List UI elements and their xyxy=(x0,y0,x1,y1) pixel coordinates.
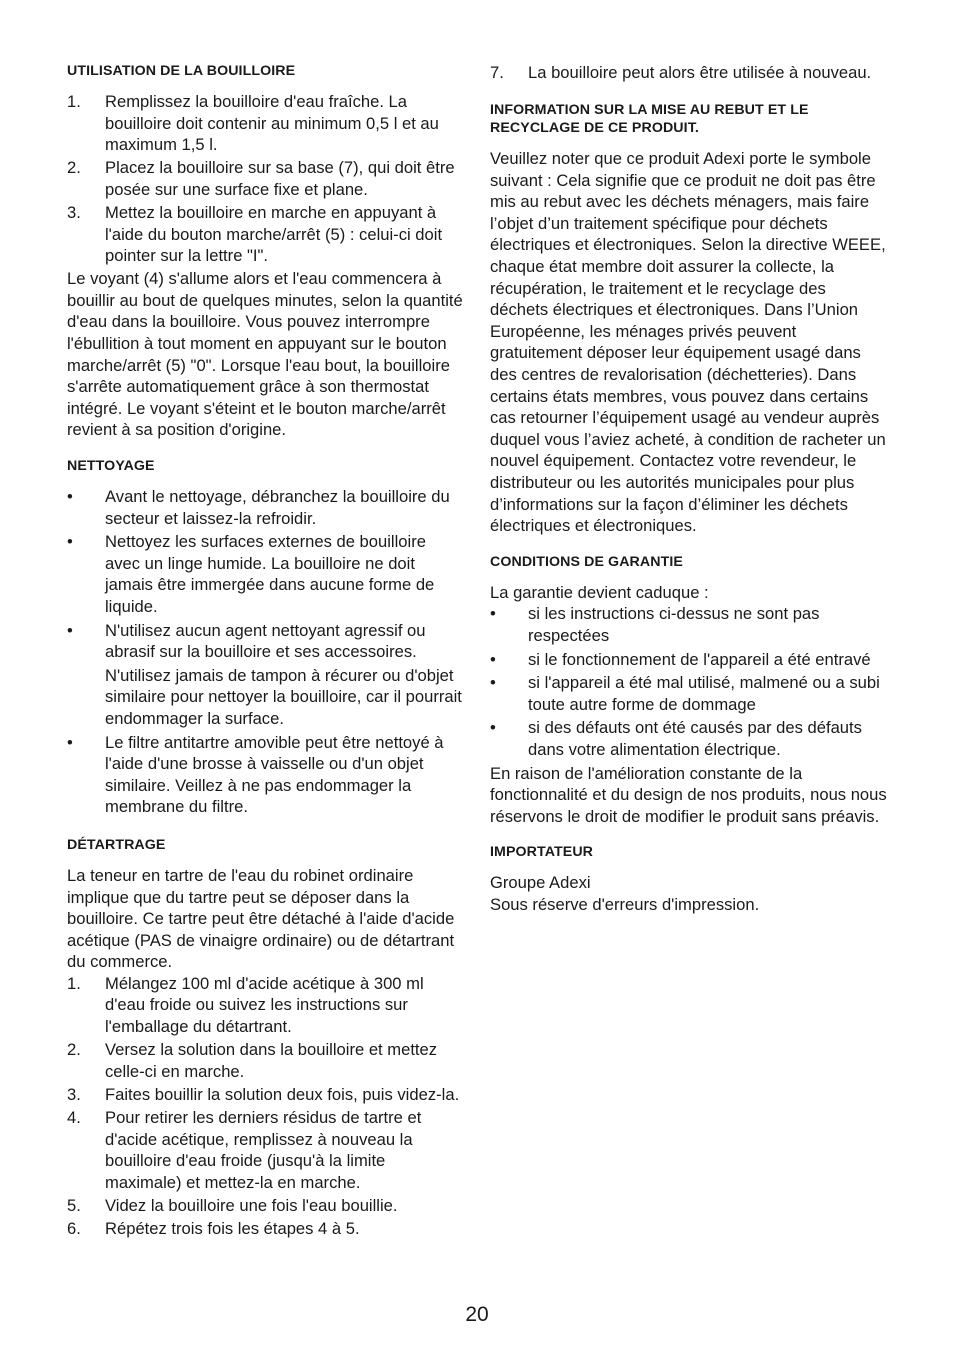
item-number: 5. xyxy=(67,1195,81,1215)
heading-recyclage: INFORMATION SUR LA MISE AU REBUT ET LE RECYCLAGE DE CE PRODUIT. xyxy=(490,102,809,137)
list-item xyxy=(490,62,888,84)
section-utilisation xyxy=(67,62,463,441)
item-text: Placez la bouilloire sur sa base (7), qui doit être posée sur une surface fixe et plane. xyxy=(105,158,455,199)
bullet-item xyxy=(67,486,463,529)
item-number: 4. xyxy=(67,1107,81,1127)
item-text: Faites bouillir la solution deux fois, puis videz-la. xyxy=(105,1084,460,1104)
heading-importateur: IMPORTATEUR xyxy=(490,844,594,861)
disclaimer: Sous réserve d'erreurs d'impression. xyxy=(490,894,760,914)
item-number: 2. xyxy=(67,158,81,178)
left-column xyxy=(67,62,463,1241)
item-text: Pour retirer les derniers résidus de tartre et d'acide acétique, remplissez à nouveau la bouilloire d'eau froide (jusqu'à la limite maximale) et mettez-la en marche. xyxy=(105,1107,422,1192)
heading-nettoyage: NETTOYAGE xyxy=(67,458,155,474)
bullet-item xyxy=(67,732,463,818)
bullet-text: Nettoyez les surfaces externes de bouilloire avec un linge humide. La bouilloire ne doit jamais être immergée dans aucune forme de liquide. xyxy=(105,532,435,616)
section-nettoyage xyxy=(67,457,463,818)
list-item xyxy=(67,1084,463,1106)
list-item xyxy=(67,1107,463,1193)
item-number: 1. xyxy=(67,92,81,111)
item-number: 7. xyxy=(490,63,504,82)
bullet-item xyxy=(490,649,888,671)
list-item xyxy=(67,202,463,267)
bullet-text: si le fonctionnement de l'appareil a été entravé xyxy=(528,649,871,669)
item-text: Remplissez la bouilloire d'eau fraîche. La bouilloire doit contenir au minimum 0,5 l et au maximum 1,5 l. xyxy=(105,92,439,155)
list-item xyxy=(67,1195,463,1217)
bullet-item xyxy=(490,603,888,646)
bullet-item xyxy=(67,620,463,730)
paragraph: En raison de l'amélioration constante de la fonctionnalité et du design de nos produits, nous nous réservons le droit de modifier le produit sans préavis. xyxy=(490,763,887,826)
item-number: 3. xyxy=(67,202,81,222)
item-number: 3. xyxy=(67,1084,81,1104)
bullet-text: si l'appareil a été mal utilisé, malmené ou a subi toute autre forme de dommage xyxy=(528,673,880,714)
bullet-text-extra: N'utilisez jamais de tampon à récurer ou d'objet similaire pour nettoyer la bouilloire, car il pourrait endommager la surface. xyxy=(105,665,462,728)
paragraph: La teneur en tartre de l'eau du robinet ordinaire implique que du tartre peut se déposer dans la bouilloire. Ce tartre peut être détaché à l'aide d'acide acétique (PAS de vinaigre ordinaire) ou de détartrant du commerce. xyxy=(67,865,455,972)
bullet-icon: • xyxy=(490,649,496,669)
bullet-icon: • xyxy=(67,487,73,506)
bullet-icon: • xyxy=(490,604,496,624)
bullet-item xyxy=(67,531,463,617)
item-text: La bouilloire peut alors être utilisée à nouveau. xyxy=(528,63,872,82)
bullet-text-group xyxy=(105,620,463,730)
bullet-icon: • xyxy=(490,673,496,693)
item-number: 1. xyxy=(67,973,81,993)
item-text: Mettez la bouilloire en marche en appuyant à l'aide du bouton marche/arrêt (5) : celui-ci doit pointer sur la lettre "I". xyxy=(105,202,443,266)
heading-detartrage: DÉTARTRAGE xyxy=(67,836,166,853)
item-text: Videz la bouilloire une fois l'eau bouillie. xyxy=(105,1195,398,1215)
section-importateur xyxy=(490,843,888,915)
item-number: 6. xyxy=(67,1218,81,1238)
list-item xyxy=(67,1218,463,1240)
bullet-icon: • xyxy=(67,732,73,752)
item-text: Versez la solution dans la bouilloire et mettez celle-ci en marche. xyxy=(105,1040,438,1081)
bullet-icon: • xyxy=(67,620,73,640)
heading-utilisation: UTILISATION DE LA BOUILLOIRE xyxy=(67,63,296,79)
bullet-icon: • xyxy=(490,718,496,738)
bullet-icon: • xyxy=(67,532,73,552)
bullet-item xyxy=(490,717,888,760)
paragraph: La garantie devient caduque : xyxy=(490,582,709,602)
heading-garantie: CONDITIONS DE GARANTIE xyxy=(490,553,683,570)
paragraph: Le voyant (4) s'allume alors et l'eau commencera à bouillir au bout de quelques minutes, selon la quantité d'eau dans la bouilloire. Vous pouvez interrompre l'ébullition à tout moment en appuyant sur le bouton marche/arrêt (5) "0". Lorsque l'eau bout, la bouilloire s'arrête automatiquement grâce à son thermostat intégré. Le voyant s'éteint et le bouton marche/arrêt revient à sa position d'origine. xyxy=(67,269,463,440)
item-number: 2. xyxy=(67,1040,81,1060)
bullet-text: si des défauts ont été causés par des défauts dans votre alimentation électrique. xyxy=(528,718,862,759)
bullet-text: Avant le nettoyage, débranchez la bouilloire du secteur et laissez-la refroidir. xyxy=(105,487,450,528)
list-item xyxy=(67,157,463,200)
list-item xyxy=(67,91,463,156)
section-recyclage xyxy=(490,101,888,537)
paragraph: Veuillez noter que ce produit Adexi porte le symbole suivant : Cela signifie que ce produit ne doit pas être mis au rebut avec les déchets ménagers, mais faire l’objet d’un traitement spécifique pour déchets électriques et électroniques. Selon la directive WEEE, chaque état membre doit assurer la collecte, la récupération, le traitement et le recyclage des déchets électriques et électroniques. Dans l’Union Européenne, les ménages privés peuvent gratuitement déposer leur équipement usagé dans des centres de revalorisation (déchetteries). Dans certains états membres, vous pouvez dans certains cas retourner l’équipement usagé au vendeur auprès duquel vous l’aviez acheté, à condition de racheter un nouvel équipement. Contactez votre revendeur, le distributeur ou les autorités municipales pour plus d’informations sur la façon d’éliminer les déchets électriques et électroniques. xyxy=(490,149,886,536)
list-item xyxy=(67,973,463,1038)
list-item xyxy=(67,1039,463,1082)
bullet-text: N'utilisez aucun agent nettoyant agressif ou abrasif sur la bouilloire et ses accessoires. xyxy=(105,620,426,662)
section-detartrage xyxy=(67,836,463,1240)
bullet-item xyxy=(490,672,888,715)
item-text: Répétez trois fois les étapes 4 à 5. xyxy=(105,1218,360,1238)
bullet-text: si les instructions ci-dessus ne sont pas respectées xyxy=(528,604,820,645)
section-garantie xyxy=(490,553,888,828)
item-text: Mélangez 100 ml d'acide acétique à 300 ml d'eau froide ou suivez les instructions sur l'emballage du détartrant. xyxy=(105,973,424,1037)
importer-name: Groupe Adexi xyxy=(490,873,591,893)
right-column xyxy=(490,62,888,916)
bullet-text: Le filtre antitartre amovible peut être nettoyé à l'aide d'une brosse à vaisselle ou d'un objet similaire. Veillez à ne pas endommager la membrane du filtre. xyxy=(105,732,444,817)
page-number: 20 xyxy=(465,1303,489,1326)
